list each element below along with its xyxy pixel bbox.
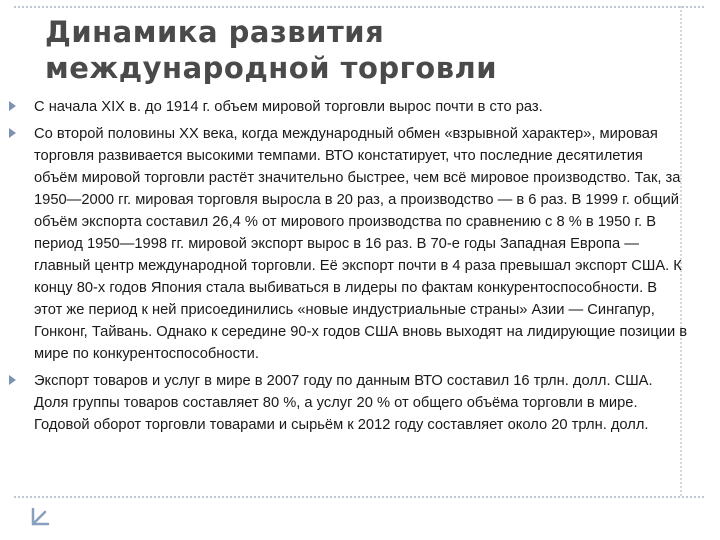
bullet-text: Экспорт товаров и услуг в мире в 2007 году по данным ВТО составил 16 трлн. долл. США. Доля группы товаров составляет 80 %, а услуг 20 % от общего объёма торговли в мире. Годовой оборот торговли товарами и сырьём к 2012 году составляет около 20 трлн. долл. bbox=[34, 373, 653, 433]
top-dotted-rule bbox=[14, 6, 704, 8]
bullet-item bbox=[34, 96, 688, 118]
bullet-list bbox=[34, 96, 688, 441]
bullet-text: Со второй половины XX века, когда международный обмен «взрывной характер», мировая торговля развивается высокими темпами. ВТО констатирует, что последние десятилетия объём мировой торговли растёт значительно быстрее, чем всё мировое производство. Так, за 1950—2000 гг. мировая торговля выросла в 20 раз, а производство — в 6 раз. В 1999 г. общий объём экспорта составил 26,4 % от мирового производства по сравнению с 8 % в 1950 г. В период 1950—1998 гг. мировой экспорт вырос в 16 раз. В 70-е годы Западная Европа — главный центр международной торговли. Её экспорт почти в 4 раза превышал экспорт США. К концу 80-х годов Япония стала выбиваться в лидеры по фактам конкурентоспособности. В этот же период к ней присоединились «новые индустриальные страны» Азии — Сингапур, Гонконг, Тайвань. Однако к середине 90-х годов США вновь выходят на лидирующие позиции в мире по конкурентоспособности. bbox=[34, 126, 688, 362]
slide-title-line-2: международной торговли bbox=[45, 51, 498, 85]
triangle-bullet-icon bbox=[9, 128, 16, 138]
bullet-item bbox=[34, 123, 688, 365]
triangle-bullet-icon bbox=[9, 101, 16, 111]
triangle-bullet-icon bbox=[9, 375, 16, 385]
bullet-text: С начала XIX в. до 1914 г. объем мировой торговли вырос почти в сто раз. bbox=[34, 99, 543, 115]
bottom-dotted-rule bbox=[14, 496, 704, 498]
slide-title bbox=[45, 14, 665, 86]
corner-arrow-icon bbox=[28, 505, 52, 529]
bullet-item bbox=[34, 370, 688, 436]
slide-title-line-1: Динамика развития bbox=[45, 15, 385, 49]
